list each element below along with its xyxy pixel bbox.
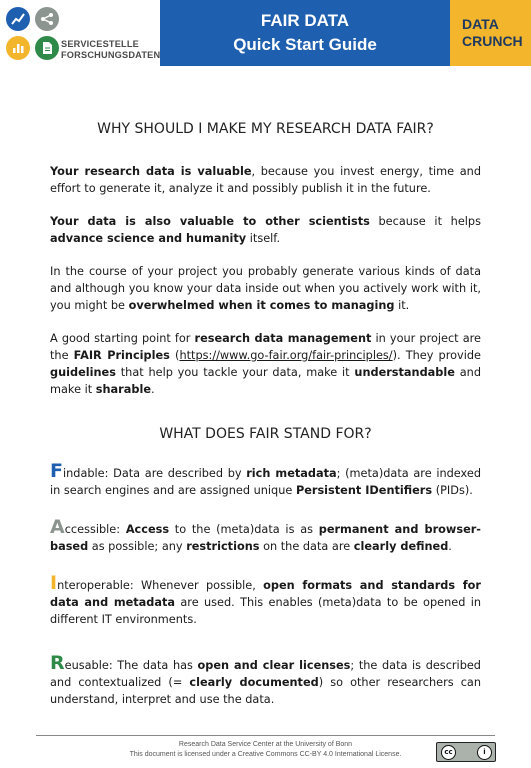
text: are used. This enables (meta)data to be opened in different IT environments. bbox=[50, 596, 482, 626]
share-icon bbox=[35, 7, 59, 31]
logo-line-1: SERVICESTELLE bbox=[61, 39, 139, 49]
emphasis: clearly documented bbox=[189, 676, 319, 689]
emphasis: understandable bbox=[354, 366, 455, 379]
emphasis: advance science and humanity bbox=[50, 232, 247, 245]
title-line-1: FAIR DATA bbox=[260, 11, 350, 30]
section-heading-what: WHAT DOES FAIR STAND FOR? bbox=[159, 426, 372, 442]
footer-line-1: Research Data Service Center at the University of Bonn bbox=[178, 741, 353, 748]
emphasis: restrictions bbox=[186, 540, 260, 553]
servicestelle-logo bbox=[0, 0, 160, 66]
term: nteroperable bbox=[57, 579, 130, 592]
footer-line-2: This document is licensed under a Creative Commons CC-BY 4.0 International License. bbox=[129, 751, 402, 758]
badge-line-1: DATA bbox=[462, 16, 499, 32]
text: A good starting point for bbox=[50, 332, 195, 345]
data-crunch-badge bbox=[450, 0, 531, 66]
title-band bbox=[160, 0, 450, 66]
reusable-item bbox=[50, 652, 482, 708]
text: in your project are the bbox=[50, 332, 481, 362]
text: . bbox=[151, 383, 155, 396]
emphasis: FAIR Principles bbox=[73, 349, 170, 362]
text: it. bbox=[394, 299, 410, 312]
chart-icon bbox=[6, 7, 30, 31]
section-heading-why: WHY SHOULD I MAKE MY RESEARCH DATA FAIR? bbox=[97, 121, 434, 137]
text: : Data are described by bbox=[104, 467, 247, 480]
text: that help you tackle your data, make it bbox=[115, 366, 355, 379]
emphasis: clearly defined bbox=[353, 540, 449, 553]
text: because it helps bbox=[369, 215, 481, 228]
text: ( bbox=[169, 349, 180, 362]
attribution-icon: i bbox=[477, 745, 492, 760]
emphasis: Your data is also valuable to other scientists bbox=[50, 215, 370, 228]
badge-line-2: CRUNCH bbox=[462, 33, 523, 49]
term: indable bbox=[62, 467, 105, 480]
text: ). They provide bbox=[392, 349, 481, 362]
emphasis: Access bbox=[125, 523, 170, 536]
emphasis: rich metadata bbox=[246, 467, 337, 480]
emphasis: open formats and standards for data and metadata bbox=[50, 579, 481, 609]
text: , because you invest energy, time and effort to generate it, analyze it and possibly publish it in the future. bbox=[50, 165, 481, 195]
emphasis: sharable bbox=[95, 383, 151, 396]
term: eusable bbox=[64, 659, 109, 672]
text: to the (meta)data is as bbox=[169, 523, 319, 536]
text: In the course of your project you probably generate various kinds of data and although you know your data inside out when you actively work with it, you might be bbox=[50, 265, 481, 312]
document-icon bbox=[35, 36, 59, 60]
emphasis: overwhelmed when it comes to managing bbox=[128, 299, 395, 312]
text: on the data are bbox=[259, 540, 354, 553]
fair-principles-link[interactable]: https://www.go-fair.org/fair-principles/ bbox=[179, 349, 393, 362]
text: itself. bbox=[246, 232, 281, 245]
page-footer bbox=[36, 740, 495, 760]
drop-letter-r: R bbox=[50, 652, 65, 674]
logo-text bbox=[61, 39, 160, 60]
text: ) so other researchers can understand, interpret and use the data. bbox=[50, 676, 482, 706]
text: ; (meta)data are indexed in search engines and are assigned unique bbox=[50, 467, 481, 497]
emphasis: research data management bbox=[194, 332, 372, 345]
text: . bbox=[448, 540, 452, 553]
term: ccessible bbox=[64, 523, 117, 536]
drop-letter-a: A bbox=[50, 516, 65, 538]
page-header bbox=[0, 0, 531, 66]
paragraph-other-scientists bbox=[50, 213, 481, 247]
paragraph-overwhelmed bbox=[50, 263, 481, 314]
emphasis: permanent and browser-based bbox=[50, 523, 481, 553]
text: : bbox=[116, 523, 126, 536]
bar-chart-icon bbox=[6, 36, 30, 60]
text: : The data has bbox=[108, 659, 198, 672]
emphasis: guidelines bbox=[50, 366, 116, 379]
drop-letter-f: F bbox=[50, 460, 63, 482]
emphasis: open and clear licenses bbox=[197, 659, 351, 672]
interoperable-item bbox=[50, 572, 482, 628]
findable-item bbox=[50, 460, 481, 499]
footer-divider bbox=[36, 735, 495, 736]
emphasis: Your research data is valuable bbox=[50, 165, 252, 178]
text: ; the data is described and contextualized (= bbox=[50, 659, 481, 689]
emphasis: Persistent IDentifiers bbox=[295, 484, 433, 497]
title-line-2: Quick Start Guide bbox=[233, 35, 377, 54]
paragraph-valuable bbox=[50, 163, 481, 197]
logo-line-2: FORSCHUNGSDATEN bbox=[61, 49, 161, 60]
text: : Whenever possible, bbox=[129, 579, 264, 592]
paragraph-fair-principles bbox=[50, 330, 481, 398]
accessible-item bbox=[50, 516, 481, 555]
text: as possible; any bbox=[88, 540, 187, 553]
cc-by-icon bbox=[436, 742, 496, 762]
drop-letter-i: I bbox=[50, 572, 58, 594]
text: and make it bbox=[50, 366, 481, 396]
text: (PIDs). bbox=[432, 484, 473, 497]
cc-label: cc bbox=[441, 745, 456, 760]
